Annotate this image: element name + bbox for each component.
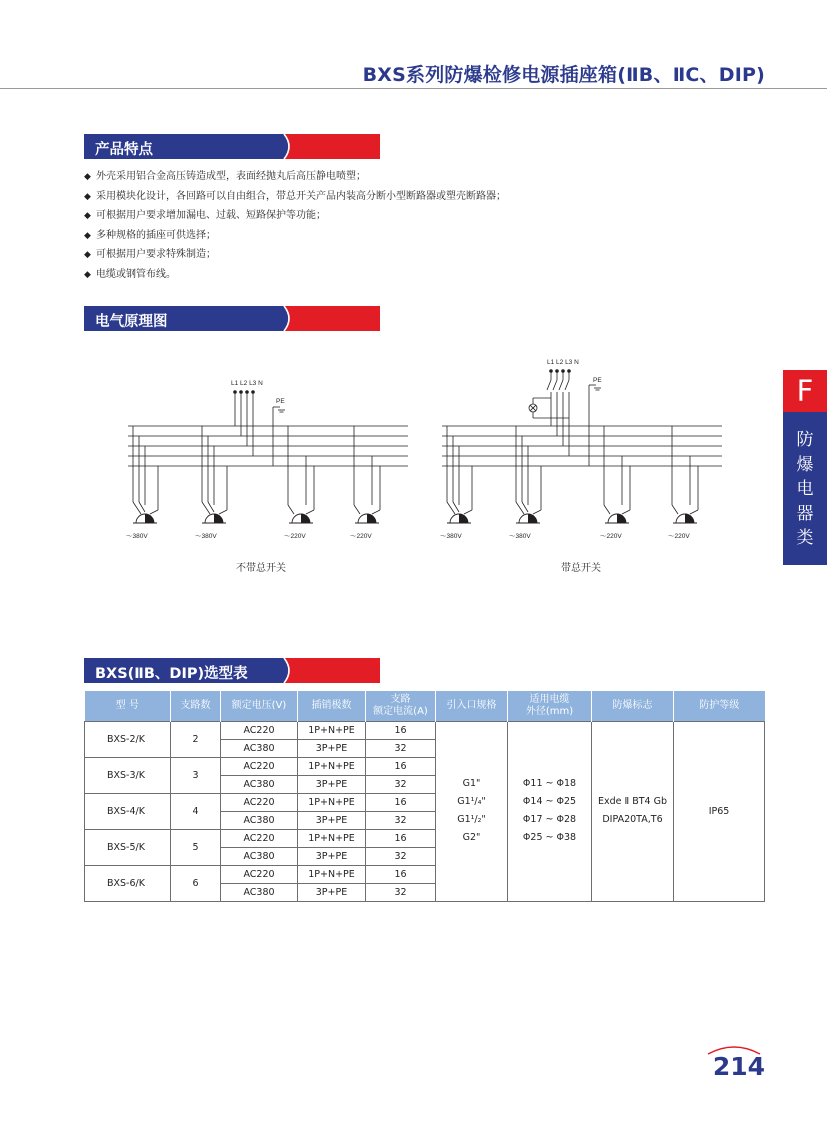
cell-poles: 1P+N+PE bbox=[298, 721, 366, 739]
header-cable bbox=[508, 691, 592, 721]
feature-text: 电缆或钢管布线。 bbox=[96, 268, 176, 280]
socket-icon bbox=[605, 514, 629, 523]
ex-mark-stack bbox=[592, 793, 673, 829]
header-cable-line: 外径(mm) bbox=[525, 705, 574, 717]
socket-icon bbox=[447, 514, 471, 523]
diamond-bullet-icon: ◆ bbox=[84, 269, 91, 280]
category-char: 类 bbox=[796, 528, 814, 548]
inlet-spec: G2" bbox=[462, 832, 481, 843]
cell-voltage: AC380 bbox=[221, 847, 298, 865]
socket-voltage-label: ～220V bbox=[668, 533, 690, 540]
cell-cable-specs bbox=[508, 721, 592, 901]
cell-poles: 1P+N+PE bbox=[298, 757, 366, 775]
title-divider bbox=[0, 88, 827, 89]
socket-icon bbox=[355, 514, 379, 523]
cell-model: BXS-3/K bbox=[85, 757, 171, 793]
cell-model: BXS-4/K bbox=[85, 793, 171, 829]
inlet-spec: G1" bbox=[462, 778, 481, 789]
socket-voltage-label: ～380V bbox=[440, 533, 462, 540]
category-char: 电 bbox=[796, 479, 814, 499]
caption-with-main-switch: 带总开关 bbox=[561, 563, 601, 574]
socket-voltage-label: ～220V bbox=[350, 533, 372, 540]
cable-spec: Φ25 ~ Φ38 bbox=[522, 832, 577, 843]
category-char: 器 bbox=[796, 503, 814, 524]
feature-item bbox=[84, 265, 684, 285]
caption-without-main-switch: 不带总开关 bbox=[236, 563, 286, 574]
socket-voltage-label: ～220V bbox=[284, 533, 306, 540]
socket-icon bbox=[202, 514, 226, 523]
cell-current: 32 bbox=[366, 739, 436, 757]
electrical-schematic bbox=[110, 350, 730, 590]
cable-spec: Φ11 ~ Φ18 bbox=[522, 778, 577, 789]
cell-poles: 1P+N+PE bbox=[298, 865, 366, 883]
cell-voltage: AC220 bbox=[221, 829, 298, 847]
schematic-with-main-switch bbox=[442, 370, 722, 514]
header-current-line: 支路 bbox=[390, 693, 411, 705]
feature-item bbox=[84, 245, 684, 265]
socket-symbols bbox=[133, 514, 697, 523]
socket-icon bbox=[516, 514, 540, 523]
cell-ip-rating: IP65 bbox=[674, 721, 765, 901]
header-current-line: 额定电流(A) bbox=[373, 705, 428, 717]
cell-poles: 1P+N+PE bbox=[298, 793, 366, 811]
cell-current: 32 bbox=[366, 883, 436, 901]
cell-voltage: AC220 bbox=[221, 865, 298, 883]
socket-voltage-label: ～380V bbox=[195, 533, 217, 540]
inlet-spec-stack bbox=[436, 775, 507, 847]
inlet-spec: G1¹/₂" bbox=[457, 814, 486, 825]
cable-spec: Φ17 ~ Φ28 bbox=[522, 814, 577, 825]
cell-voltage: AC380 bbox=[221, 883, 298, 901]
cell-circuits: 2 bbox=[171, 721, 221, 757]
header-voltage: 额定电压(V) bbox=[221, 691, 298, 721]
schematic-without-main-switch bbox=[128, 391, 408, 514]
header-current bbox=[366, 691, 436, 721]
cell-current: 16 bbox=[366, 865, 436, 883]
category-letter: F bbox=[796, 374, 814, 408]
section-header-selection bbox=[84, 658, 380, 683]
section-header-features bbox=[84, 134, 380, 159]
category-side-tab bbox=[783, 370, 827, 565]
section-title-schematic: 电气原理图 bbox=[95, 314, 168, 330]
feature-item bbox=[84, 226, 684, 246]
cell-circuits: 5 bbox=[171, 829, 221, 865]
section-title-selection: BXS(ⅡB、DIP)选型表 bbox=[95, 666, 248, 682]
page-title: BXS系列防爆检修电源插座箱(ⅡB、ⅡC、DIP) bbox=[362, 64, 765, 86]
cell-current: 16 bbox=[366, 757, 436, 775]
feature-text: 可根据用户要求增加漏电、过载、短路保护等功能； bbox=[96, 210, 326, 221]
socket-voltage-label: ～220V bbox=[600, 533, 622, 540]
cell-poles: 3P+PE bbox=[298, 775, 366, 793]
selection-table bbox=[84, 691, 765, 902]
cable-spec-stack bbox=[508, 775, 591, 847]
cell-current: 32 bbox=[366, 811, 436, 829]
diamond-bullet-icon: ◆ bbox=[84, 211, 91, 221]
feature-text: 可根据用户要求特殊制造； bbox=[96, 249, 216, 260]
cell-current: 32 bbox=[366, 847, 436, 865]
ex-mark-line: DIPA20TA,T6 bbox=[602, 814, 663, 825]
feature-list bbox=[84, 167, 684, 284]
cell-circuits: 3 bbox=[171, 757, 221, 793]
cell-voltage: AC380 bbox=[221, 811, 298, 829]
feature-text: 外壳采用铝合金高压铸造成型，表面经抛丸后高压静电喷塑； bbox=[96, 171, 366, 182]
pe-label-left: PE bbox=[276, 398, 285, 405]
cell-poles: 3P+PE bbox=[298, 847, 366, 865]
header-cable-line: 适用电缆 bbox=[529, 693, 570, 705]
diamond-bullet-icon: ◆ bbox=[84, 230, 91, 241]
feature-item bbox=[84, 167, 684, 187]
ex-mark-line: Exde Ⅱ BT4 Gb bbox=[598, 796, 667, 807]
cell-circuits: 4 bbox=[171, 793, 221, 829]
cell-poles: 3P+PE bbox=[298, 811, 366, 829]
header-ex-mark: 防爆标志 bbox=[592, 691, 674, 721]
feature-text: 多种规格的插座可供选择； bbox=[96, 229, 216, 241]
socket-voltage-label: ～380V bbox=[509, 533, 531, 540]
socket-icon bbox=[133, 514, 157, 523]
feature-item bbox=[84, 206, 684, 226]
cell-current: 32 bbox=[366, 775, 436, 793]
header-model: 型 号 bbox=[85, 691, 171, 721]
inlet-spec: G1¹/₄" bbox=[457, 796, 486, 807]
header-inlet: 引入口规格 bbox=[436, 691, 508, 721]
cell-circuits: 6 bbox=[171, 865, 221, 901]
diamond-bullet-icon: ◆ bbox=[84, 172, 91, 182]
category-label bbox=[783, 428, 827, 551]
pe-label-right: PE bbox=[593, 377, 602, 384]
cell-voltage: AC380 bbox=[221, 775, 298, 793]
socket-voltage-label: ～380V bbox=[126, 533, 148, 540]
header-ip: 防护等级 bbox=[674, 691, 765, 721]
cell-current: 16 bbox=[366, 721, 436, 739]
socket-icon bbox=[289, 514, 313, 523]
cell-current: 16 bbox=[366, 829, 436, 847]
cell-ex-mark bbox=[592, 721, 674, 901]
cell-poles: 3P+PE bbox=[298, 739, 366, 757]
table-header-row bbox=[85, 691, 765, 721]
cable-spec: Φ14 ~ Φ25 bbox=[522, 796, 577, 807]
category-char: 防 bbox=[796, 430, 814, 450]
page-number: 214 bbox=[712, 1052, 765, 1081]
feature-text: 采用模块化设计，各回路可以自由组合，带总开关产品内装高分断小型断路器或塑壳断路器； bbox=[96, 190, 506, 202]
cell-voltage: AC220 bbox=[221, 793, 298, 811]
category-char: 爆 bbox=[796, 454, 814, 475]
cell-inlet-specs bbox=[436, 721, 508, 901]
cell-poles: 3P+PE bbox=[298, 883, 366, 901]
header-circuits: 支路数 bbox=[171, 691, 221, 721]
diamond-bullet-icon: ◆ bbox=[84, 250, 91, 260]
cell-current: 16 bbox=[366, 793, 436, 811]
terminal-label-left: L1 L2 L3 N bbox=[231, 380, 263, 387]
table-row bbox=[85, 721, 765, 739]
cell-voltage: AC220 bbox=[221, 721, 298, 739]
cell-model: BXS-2/K bbox=[85, 721, 171, 757]
cell-model: BXS-6/K bbox=[85, 865, 171, 901]
feature-item bbox=[84, 187, 684, 207]
socket-icon bbox=[673, 514, 697, 523]
section-title-features: 产品特点 bbox=[95, 142, 153, 158]
section-header-schematic bbox=[84, 306, 380, 331]
cell-voltage: AC380 bbox=[221, 739, 298, 757]
cell-poles: 1P+N+PE bbox=[298, 829, 366, 847]
cell-model: BXS-5/K bbox=[85, 829, 171, 865]
header-poles: 插销极数 bbox=[298, 691, 366, 721]
diamond-bullet-icon: ◆ bbox=[84, 191, 91, 202]
cell-voltage: AC220 bbox=[221, 757, 298, 775]
terminal-label-right: L1 L2 L3 N bbox=[547, 359, 579, 366]
